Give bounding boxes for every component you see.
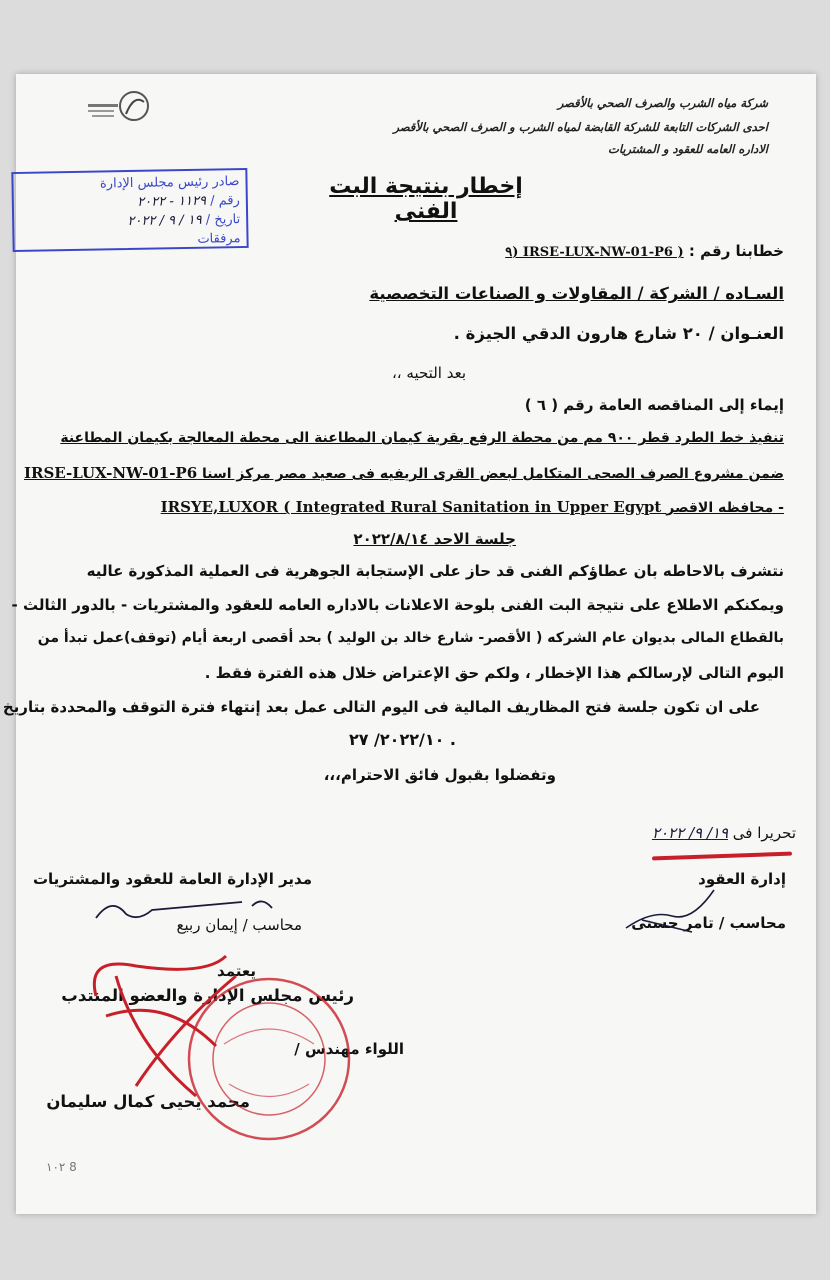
- chairman-title: رئيس مجلس الإدارة والعضو المنتدب: [61, 986, 354, 1005]
- contracts-signer-name: محاسب / تامر حسنى: [631, 914, 786, 932]
- company-name: شركة مياه الشرب والصرف الصحي بالأقصر: [557, 96, 768, 110]
- stamp-line-issuer: صادر رئيس مجلس الإدارة: [99, 174, 240, 192]
- body-paragraph-2: ويمكنكم الاطلاع على نتيجة البت الفنى بلوحة الاعلانات بالاداره العامه للعقود والمشتريات - بالدور الثالث -: [11, 596, 784, 614]
- approval-label: يعتمد: [217, 962, 256, 980]
- gm-signer-name: محاسب / إيمان ربيع: [176, 916, 302, 934]
- gm-signature-icon: [92, 892, 282, 926]
- financial-opening-date: ٢٠٢٢/١٠/ ٢٧ .: [348, 730, 456, 749]
- outgoing-stamp: [11, 168, 248, 252]
- contracts-dept-title: إدارة العقود: [698, 870, 786, 888]
- closing-salutation: وتفضلوا بقبول فائق الاحترام،،،: [323, 766, 556, 784]
- footer-mark: ١٠٢ 8: [46, 1160, 77, 1174]
- greeting: بعد التحيه ،،: [391, 364, 466, 382]
- stamp-line-attachments: مرفقات: [197, 231, 241, 247]
- tender-reference: إيماء إلى المناقصه العامة رقم ( ٦ ): [524, 396, 784, 414]
- stamp-line-number: رقم / ١١٢٩ - ٢٠٢٢: [137, 193, 240, 210]
- session-date: جلسة الاحد ٢٠٢٢/٨/١٤: [353, 530, 516, 548]
- issue-date: تحريرا فى ١٩/ ٩/ ٢٠٢٢: [651, 824, 796, 842]
- body-paragraph-3: بالقطاع المالى بديوان عام الشركه ( الأقصر- شارع خالد بن الوليد ) بحد أقصى اربعة أيام (توقف)عمل تبدأ من: [37, 630, 784, 646]
- department-name: الاداره العامه للعقود و المشتريات: [608, 142, 768, 156]
- subject-line-1: تنفيذ خط الطرد قطر ٩٠٠ مم من محطة الرفع بقرية كيمان المطاعنة الى محطة المعالجة بكيمان المطاعنة: [60, 430, 784, 446]
- subject-line-3: - محافظه الاقصر IRSYE,LUXOR ( Integrated Rural Sanitation in Upper Egypt: [160, 498, 784, 516]
- company-affiliation: احدى الشركات التابعة للشركة القابضة لمياه الشرب و الصرف الصحي بالأقصر: [393, 120, 768, 134]
- stamp-line-date: تاريخ / ١٩ / ٩ / ٢٠٢٢: [127, 212, 241, 230]
- contracts-signature-icon: [622, 880, 732, 936]
- chairman-rank: اللواء مهندس /: [294, 1040, 404, 1058]
- letter-number: خطابنا رقم : ( IRSE-LUX-NW-01-P6 (٩: [505, 242, 784, 260]
- chairman-name: محمد يحيى كمال سليمان: [46, 1092, 250, 1111]
- company-logo-icon: [86, 88, 154, 128]
- page-title: إخطار بنتيجة البت الفنى: [329, 174, 523, 224]
- letter-page: [2, 74, 816, 1214]
- company-seal-icon: [184, 974, 354, 1144]
- recipient-name: السـاده / الشركة / المقاولات و الصناعات التخصصية: [369, 284, 784, 303]
- body-paragraph-1: نتشرف بالاحاطه بان عطاؤكم الفنى قد حاز على الإستجابة الجوهرية فى العملية المذكورة عاليه: [86, 562, 784, 580]
- body-paragraph-4: اليوم التالى لإرسالكم هذا الإخطار ، ولكم حق الإعتراض خلال هذه الفترة فقط .: [204, 664, 784, 682]
- red-underline-mark: [652, 852, 792, 861]
- subject-line-2: ضمن مشروع الصرف الصحى المتكامل لبعض القرى الريفيه فى صعيد مصر مركز اسنا IRSE-LUX-NW-01-P6: [23, 464, 784, 482]
- body-paragraph-5: على ان تكون جلسة فتح المظاريف المالية فى اليوم التالى عمل بعد إنتهاء فترة التوقف والمحددة بتاريخ: [2, 698, 760, 716]
- recipient-address: العنـوان / ٢٠ شارع هارون الدقي الجيزة .: [453, 324, 784, 343]
- gm-contracts-title: مدير الإدارة العامة للعقود والمشتريات: [32, 870, 312, 888]
